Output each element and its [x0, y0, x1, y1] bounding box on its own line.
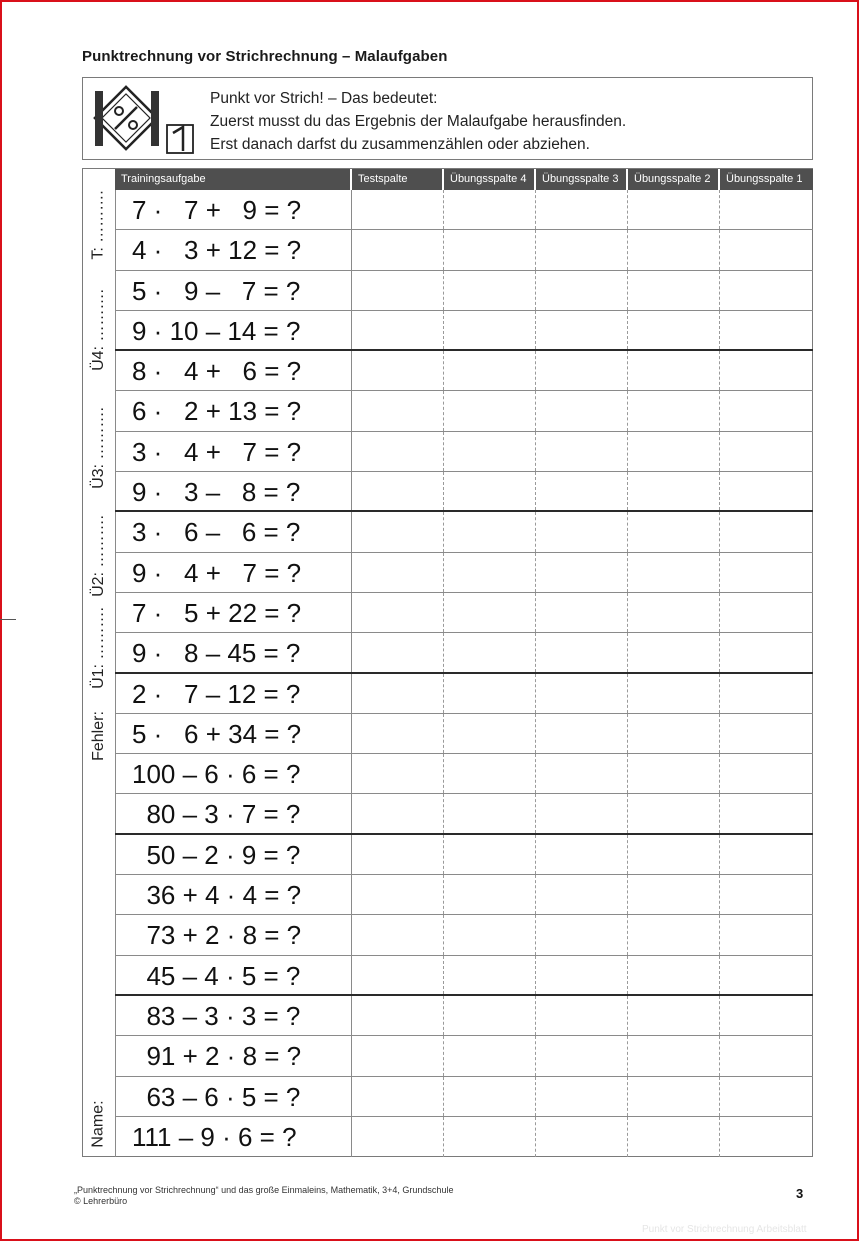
task-cell [115, 956, 352, 994]
table-row [115, 1077, 813, 1117]
answer-cell[interactable] [720, 1036, 813, 1075]
table-row [115, 230, 813, 270]
task-expression: 5 · 9 – 7 = ? [132, 275, 301, 306]
rule-info-box [82, 77, 813, 160]
answer-cell[interactable] [352, 512, 444, 551]
task-expression: 100 – 6 · 6 = ? [132, 759, 301, 790]
task-expression: 50 – 2 · 9 = ? [132, 839, 301, 870]
watermark: Punkt vor Strichrechnung Arbeitsblatt [642, 1224, 807, 1235]
footer-line-1: „Punktrechnung vor Strichrechnung“ und das große Einmaleins, Mathematik, 3+4, Grundschule [74, 1185, 454, 1195]
table-row [115, 391, 813, 431]
answer-cell[interactable] [444, 754, 536, 793]
task-cell [115, 472, 352, 510]
dot-before-dash-rule-icon [93, 85, 203, 155]
fold-mark [0, 619, 16, 620]
answer-cell[interactable] [536, 754, 628, 793]
task-cell [115, 674, 352, 713]
answer-cell[interactable] [536, 835, 628, 874]
table-row [115, 593, 813, 633]
answer-cell[interactable] [444, 432, 536, 471]
answer-cell[interactable] [720, 512, 813, 551]
page-title: Punktrechnung vor Strichrechnung – Malaufgaben [82, 48, 448, 65]
side-label-u4: Ü4: ………. [90, 289, 108, 371]
table-row [115, 432, 813, 472]
task-expression: 5 · 6 + 34 = ? [132, 718, 302, 749]
answer-cell[interactable] [444, 714, 536, 753]
answer-cell[interactable] [352, 351, 444, 390]
answer-cell[interactable] [628, 472, 720, 510]
answer-cell[interactable] [536, 391, 628, 430]
answer-cell[interactable] [720, 794, 813, 832]
answer-cell[interactable] [352, 915, 444, 954]
answer-cell[interactable] [444, 190, 536, 229]
task-cell [115, 835, 352, 874]
answer-cell[interactable] [444, 1077, 536, 1116]
table-row [115, 996, 813, 1036]
table-header [115, 169, 813, 190]
answer-cell[interactable] [352, 1077, 444, 1116]
task-table [115, 190, 813, 1157]
footer-line-2: © Lehrerbüro [74, 1196, 128, 1206]
answer-cell[interactable] [720, 714, 813, 753]
task-expression: 7 · 5 + 22 = ? [132, 597, 302, 628]
table-row [115, 190, 813, 230]
answer-cell[interactable] [720, 1077, 813, 1116]
answer-cell[interactable] [352, 633, 444, 671]
answer-cell[interactable] [444, 835, 536, 874]
answer-cell[interactable] [444, 956, 536, 994]
task-expression: 9 · 8 – 45 = ? [132, 638, 301, 669]
table-row [115, 553, 813, 593]
task-cell [115, 794, 352, 832]
table-row [115, 875, 813, 915]
answer-cell[interactable] [444, 875, 536, 914]
side-label-fehler: Fehler: [90, 711, 108, 761]
table-row [115, 915, 813, 955]
task-expression: 83 – 3 · 3 = ? [132, 1000, 301, 1031]
answer-cell[interactable] [536, 593, 628, 632]
answer-cell[interactable] [352, 593, 444, 632]
table-row [115, 311, 813, 351]
task-cell [115, 1036, 352, 1075]
answer-cell[interactable] [352, 1117, 444, 1157]
task-expression: 6 · 2 + 13 = ? [132, 396, 302, 427]
answer-cell[interactable] [720, 835, 813, 874]
answer-cell[interactable] [720, 593, 813, 632]
answer-cell[interactable] [536, 311, 628, 349]
answer-cell[interactable] [352, 794, 444, 832]
task-cell [115, 875, 352, 914]
task-expression: 91 + 2 · 8 = ? [132, 1041, 302, 1072]
answer-cell[interactable] [628, 271, 720, 310]
task-expression: 63 – 6 · 5 = ? [132, 1081, 301, 1112]
answer-cell[interactable] [444, 915, 536, 954]
answer-cell[interactable] [536, 996, 628, 1035]
answer-cell[interactable] [536, 553, 628, 592]
task-expression: 80 – 3 · 7 = ? [132, 799, 301, 830]
side-label-u3: Ü3: ………. [90, 407, 108, 489]
answer-cell[interactable] [352, 1036, 444, 1075]
answer-cell[interactable] [352, 311, 444, 349]
answer-cell[interactable] [628, 875, 720, 914]
answer-cell[interactable] [444, 472, 536, 510]
answer-cell[interactable] [444, 230, 536, 269]
answer-cell[interactable] [444, 633, 536, 671]
answer-cell[interactable] [720, 633, 813, 671]
task-cell [115, 1077, 352, 1116]
table-row [115, 794, 813, 834]
answer-cell[interactable] [720, 956, 813, 994]
task-expression: 36 + 4 · 4 = ? [132, 880, 302, 911]
answer-cell[interactable] [720, 271, 813, 310]
answer-cell[interactable] [628, 674, 720, 713]
task-expression: 3 · 4 + 7 = ? [132, 436, 302, 467]
answer-cell[interactable] [720, 553, 813, 592]
answer-cell[interactable] [720, 391, 813, 430]
answer-cell[interactable] [720, 674, 813, 713]
answer-cell[interactable] [536, 915, 628, 954]
answer-cell[interactable] [444, 512, 536, 551]
answer-cell[interactable] [352, 230, 444, 269]
task-cell [115, 553, 352, 592]
answer-cell[interactable] [536, 1077, 628, 1116]
answer-cell[interactable] [720, 915, 813, 954]
answer-cell[interactable] [444, 271, 536, 310]
answer-cell[interactable] [628, 956, 720, 994]
answer-cell[interactable] [628, 512, 720, 551]
rule-line-3: Erst danach darfst du zusammenzählen oder abziehen. [210, 136, 590, 153]
answer-cell[interactable] [720, 190, 813, 229]
answer-cell[interactable] [536, 271, 628, 310]
task-cell [115, 1117, 352, 1157]
footer-source [74, 1185, 453, 1207]
task-cell [115, 593, 352, 632]
task-cell [115, 351, 352, 390]
answer-cell[interactable] [720, 472, 813, 510]
answer-cell[interactable] [720, 432, 813, 471]
answer-cell[interactable] [628, 915, 720, 954]
answer-cell[interactable] [720, 754, 813, 793]
answer-cell[interactable] [536, 875, 628, 914]
answer-cell[interactable] [628, 1077, 720, 1116]
header-testspalte: Testspalte [352, 169, 444, 190]
table-row [115, 674, 813, 714]
table-row [115, 754, 813, 794]
task-expression: 73 + 2 · 8 = ? [132, 920, 302, 951]
table-row [115, 512, 813, 552]
answer-cell[interactable] [352, 956, 444, 994]
task-cell [115, 190, 352, 229]
answer-cell[interactable] [536, 1036, 628, 1075]
answer-cell[interactable] [720, 996, 813, 1035]
answer-cell[interactable] [536, 190, 628, 229]
answer-cell[interactable] [352, 190, 444, 229]
table-row [115, 835, 813, 875]
answer-cell[interactable] [536, 633, 628, 671]
task-expression: 7 · 7 + 9 = ? [132, 195, 302, 225]
task-cell [115, 271, 352, 310]
answer-cell[interactable] [536, 794, 628, 832]
answer-cell[interactable] [720, 230, 813, 269]
answer-cell[interactable] [536, 512, 628, 551]
page-number: 3 [796, 1186, 804, 1201]
answer-cell[interactable] [720, 875, 813, 914]
answer-cell[interactable] [444, 1036, 536, 1075]
task-cell [115, 714, 352, 753]
task-cell [115, 230, 352, 269]
header-uebungsspalte-2: Übungsspalte 2 [628, 169, 720, 190]
answer-cell[interactable] [444, 351, 536, 390]
answer-cell[interactable] [628, 593, 720, 632]
answer-cell[interactable] [352, 754, 444, 793]
table-row [115, 271, 813, 311]
task-cell [115, 311, 352, 349]
table-row [115, 1036, 813, 1076]
table-row [115, 472, 813, 512]
task-expression: 9 · 3 – 8 = ? [132, 477, 301, 508]
answer-cell[interactable] [628, 391, 720, 430]
task-expression: 2 · 7 – 12 = ? [132, 678, 301, 709]
answer-cell[interactable] [536, 956, 628, 994]
task-cell [115, 633, 352, 671]
answer-cell[interactable] [352, 835, 444, 874]
answer-cell[interactable] [352, 674, 444, 713]
answer-cell[interactable] [536, 714, 628, 753]
side-label-u2: Ü2: ………. [90, 515, 108, 597]
answer-cell[interactable] [352, 996, 444, 1035]
answer-cell[interactable] [628, 754, 720, 793]
answer-cell[interactable] [536, 351, 628, 390]
task-expression: 3 · 6 – 6 = ? [132, 517, 301, 548]
answer-cell[interactable] [444, 794, 536, 832]
task-cell [115, 391, 352, 430]
answer-cell[interactable] [720, 1117, 813, 1157]
header-uebungsspalte-4: Übungsspalte 4 [444, 169, 536, 190]
answer-cell[interactable] [352, 714, 444, 753]
answer-cell[interactable] [352, 553, 444, 592]
answer-cell[interactable] [352, 875, 444, 914]
table-row [115, 351, 813, 391]
table-row [115, 633, 813, 673]
answer-cell[interactable] [536, 472, 628, 510]
answer-cell[interactable] [628, 432, 720, 471]
task-expression: 8 · 4 + 6 = ? [132, 356, 302, 387]
answer-cell[interactable] [720, 351, 813, 390]
answer-cell[interactable] [352, 271, 444, 310]
task-expression: 111 – 9 · 6 = ? [132, 1121, 297, 1152]
side-label-t: T: ………. [90, 190, 107, 260]
task-cell [115, 996, 352, 1035]
answer-cell[interactable] [444, 1117, 536, 1157]
answer-cell[interactable] [444, 391, 536, 430]
answer-cell[interactable] [444, 996, 536, 1035]
table-row [115, 714, 813, 754]
header-uebungsspalte-1: Übungsspalte 1 [720, 169, 813, 190]
task-expression: 4 · 3 + 12 = ? [132, 235, 302, 266]
answer-cell[interactable] [720, 311, 813, 349]
answer-cell[interactable] [352, 391, 444, 430]
header-trainingsaufgabe: Trainingsaufgabe [115, 169, 352, 190]
task-expression: 45 – 4 · 5 = ? [132, 960, 301, 991]
answer-cell[interactable] [628, 553, 720, 592]
answer-cell[interactable] [628, 633, 720, 671]
answer-cell[interactable] [628, 1117, 720, 1157]
answer-cell[interactable] [444, 311, 536, 349]
side-label-u1: Ü1: ………. [90, 607, 108, 689]
answer-cell[interactable] [536, 432, 628, 471]
answer-cell[interactable] [352, 432, 444, 471]
task-cell [115, 432, 352, 471]
header-uebungsspalte-3: Übungsspalte 3 [536, 169, 628, 190]
rule-line-2: Zuerst musst du das Ergebnis der Malaufgabe herausfinden. [210, 113, 627, 130]
answer-cell[interactable] [628, 311, 720, 349]
answer-cell[interactable] [352, 472, 444, 510]
answer-cell[interactable] [628, 230, 720, 269]
answer-cell[interactable] [628, 1036, 720, 1075]
rule-text [210, 87, 626, 156]
answer-cell[interactable] [444, 593, 536, 632]
answer-cell[interactable] [628, 835, 720, 874]
answer-cell[interactable] [628, 190, 720, 229]
task-expression: 9 · 10 – 14 = ? [132, 315, 301, 346]
answer-cell[interactable] [444, 553, 536, 592]
answer-cell[interactable] [628, 996, 720, 1035]
task-expression: 9 · 4 + 7 = ? [132, 557, 302, 588]
answer-cell[interactable] [628, 714, 720, 753]
answer-cell[interactable] [628, 794, 720, 832]
answer-cell[interactable] [628, 351, 720, 390]
side-label-name: Name: [90, 1100, 107, 1148]
task-cell [115, 754, 352, 793]
rule-line-1: Punkt vor Strich! – Das bedeutet: [210, 90, 438, 107]
answer-cell[interactable] [536, 674, 628, 713]
task-cell [115, 512, 352, 551]
task-cell [115, 915, 352, 954]
table-row [115, 1117, 813, 1157]
answer-cell[interactable] [536, 230, 628, 269]
table-row [115, 956, 813, 996]
answer-cell[interactable] [536, 1117, 628, 1157]
answer-cell[interactable] [444, 674, 536, 713]
